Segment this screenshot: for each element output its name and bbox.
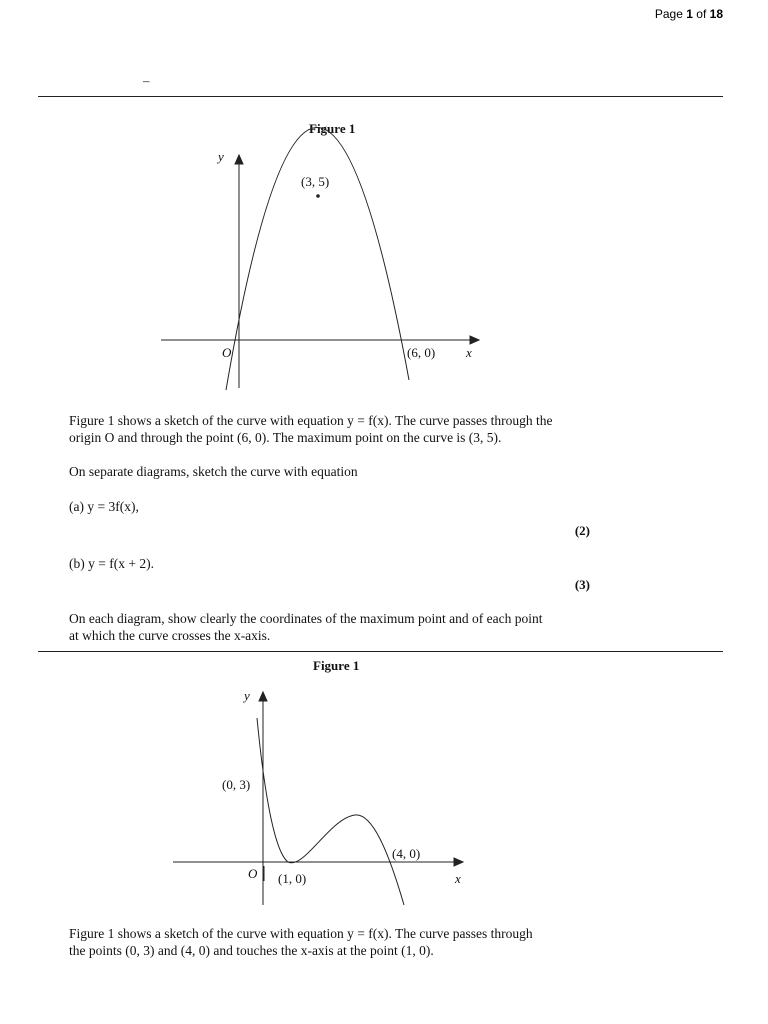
q1-part-b-marks: (3) — [574, 577, 590, 592]
figure-1-y-label: y — [218, 149, 224, 164]
figure-2-title: Figure 1 — [313, 658, 360, 673]
q1-description-line-2: origin O and through the point (6, 0). The maximum point on the curve is (3, 5). — [69, 430, 502, 445]
q2-description-line-1: Figure 1 shows a sketch of the curve with equation y = f(x). The curve passes through — [69, 926, 533, 941]
q2-description-line-2: the points (0, 3) and (4, 0) and touches the x-axis at the point (1, 0). — [69, 943, 434, 958]
figure-2-origin-label: O — [248, 866, 258, 881]
figure-2-root-label: (4, 0) — [392, 846, 421, 861]
figure-1-origin-label: O — [222, 345, 232, 360]
q1-part-a: (a) y = 3f(x), — [69, 499, 139, 514]
page-total: 18 — [709, 7, 723, 21]
figure-2-y-intercept-label: (0, 3) — [222, 777, 251, 792]
q1-part-b: (b) y = f(x + 2). — [69, 556, 154, 571]
header-dash: – — [143, 73, 150, 88]
q1-closing-line-1: On each diagram, show clearly the coordinates of the maximum point and of each point — [69, 611, 543, 626]
figure-1-root-label: (6, 0) — [407, 345, 436, 360]
page-current: 1 — [686, 7, 693, 21]
figure-2-touch-label: (1, 0) — [278, 871, 307, 886]
figure-2-x-arrow — [454, 858, 463, 866]
figure-2-x-label: x — [455, 871, 461, 886]
page-prefix: Page — [654, 7, 683, 21]
figure-1-max-label: (3, 5) — [301, 174, 330, 189]
figure-2-y-label: y — [244, 688, 250, 703]
figure-2-y-arrow — [259, 692, 267, 701]
q1-closing-line-2: at which the curve crosses the x-axis. — [69, 628, 271, 643]
page-of: of — [696, 7, 707, 21]
figure-1-x-label: x — [466, 345, 472, 360]
q1-part-a-marks: (2) — [574, 523, 590, 538]
q1-instruction: On separate diagrams, sketch the curve with equation — [69, 464, 358, 479]
figure-1-title: Figure 1 — [309, 121, 356, 136]
q1-description-line-1: Figure 1 shows a sketch of the curve with equation y = f(x). The curve passes through the — [69, 413, 553, 428]
